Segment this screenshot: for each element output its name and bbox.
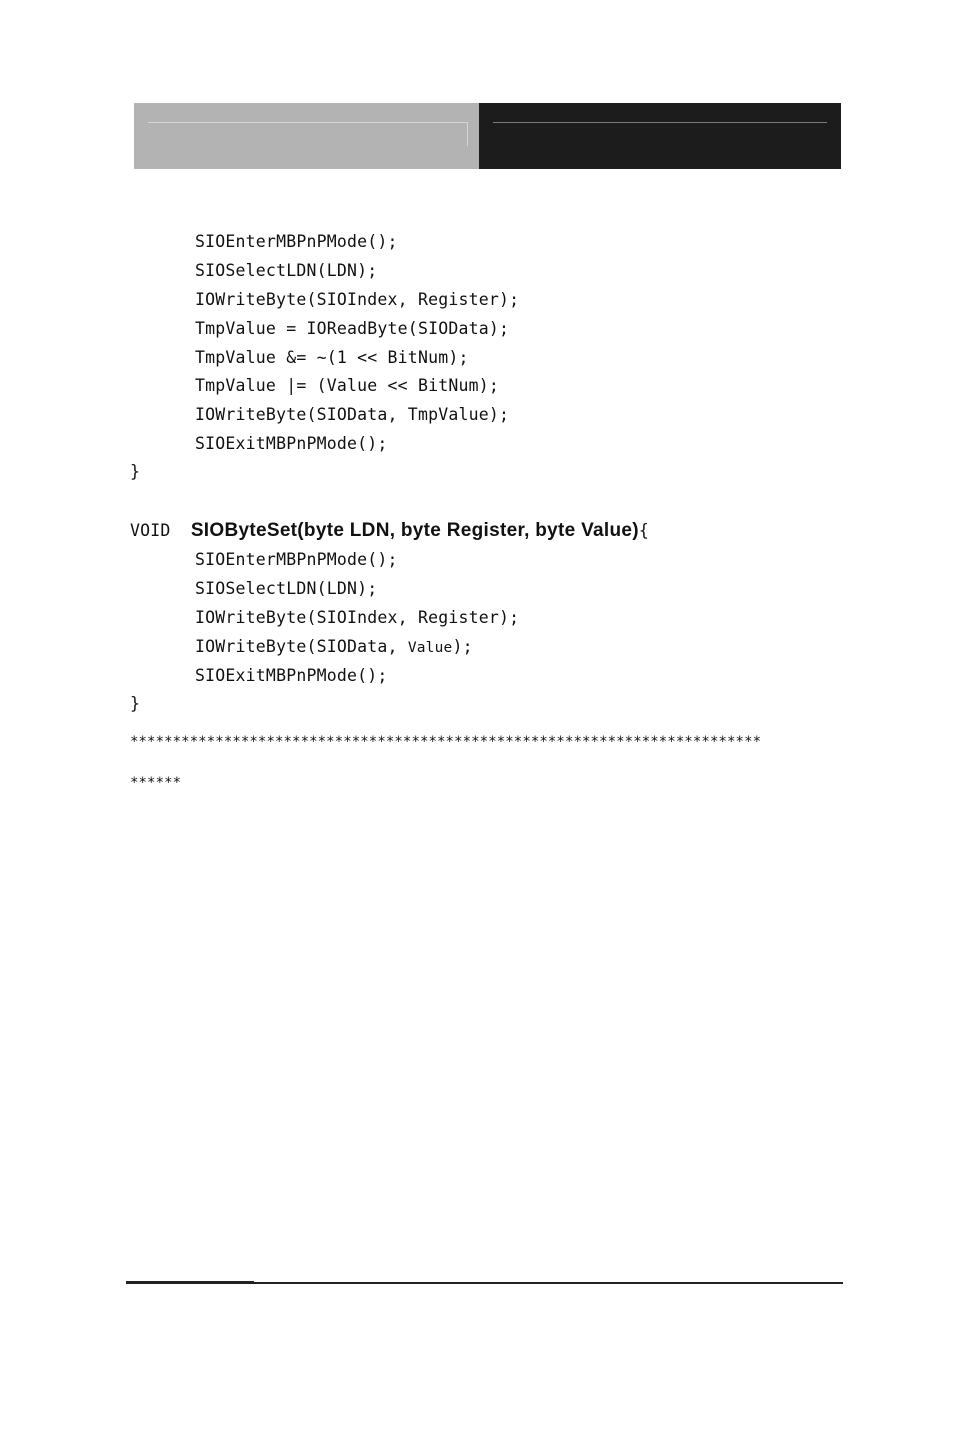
code-line: TmpValue |= (Value << BitNum); (195, 376, 500, 395)
header-left-tick (467, 122, 468, 146)
code-text: IOWriteByte(SIOData, (195, 637, 408, 656)
code-line: IOWriteByte(SIOIndex, Register); (195, 290, 520, 309)
code-text: ); (452, 637, 473, 656)
code-line: SIOSelectLDN(LDN); (195, 261, 378, 280)
code-line: IOWriteByte(SIOIndex, Register); (195, 608, 520, 627)
closing-brace: } (130, 462, 141, 481)
value-argument: Value (407, 640, 453, 656)
code-line: SIOExitMBPnPMode(); (195, 434, 388, 453)
separator-stars: ************************************************************************** (130, 734, 762, 750)
code-line: SIOEnterMBPnPMode(); (195, 232, 398, 251)
code-line: TmpValue &= ~(1 << BitNum); (195, 348, 469, 367)
header-right-rule (493, 122, 827, 123)
header-bar-left (134, 103, 479, 169)
code-line: IOWriteByte(SIOData, TmpValue); (195, 405, 510, 424)
separator-stars: ****** (130, 775, 182, 791)
closing-brace: } (130, 694, 141, 713)
void-keyword: VOID (130, 521, 171, 540)
header-bar-right (479, 103, 841, 169)
code-line: SIOExitMBPnPMode(); (195, 666, 388, 685)
code-line: SIOSelectLDN(LDN); (195, 579, 378, 598)
footer-rule-accent (126, 1281, 254, 1284)
header-left-rule (148, 122, 468, 123)
code-line: TmpValue = IOReadByte(SIOData); (195, 319, 510, 338)
code-line: SIOEnterMBPnPMode(); (195, 550, 398, 569)
code-line (195, 636, 473, 659)
function-signature: SIOByteSet(byte LDN, byte Register, byte Value) (190, 520, 639, 541)
open-brace: { (638, 521, 650, 540)
function-signature-line (130, 520, 649, 542)
